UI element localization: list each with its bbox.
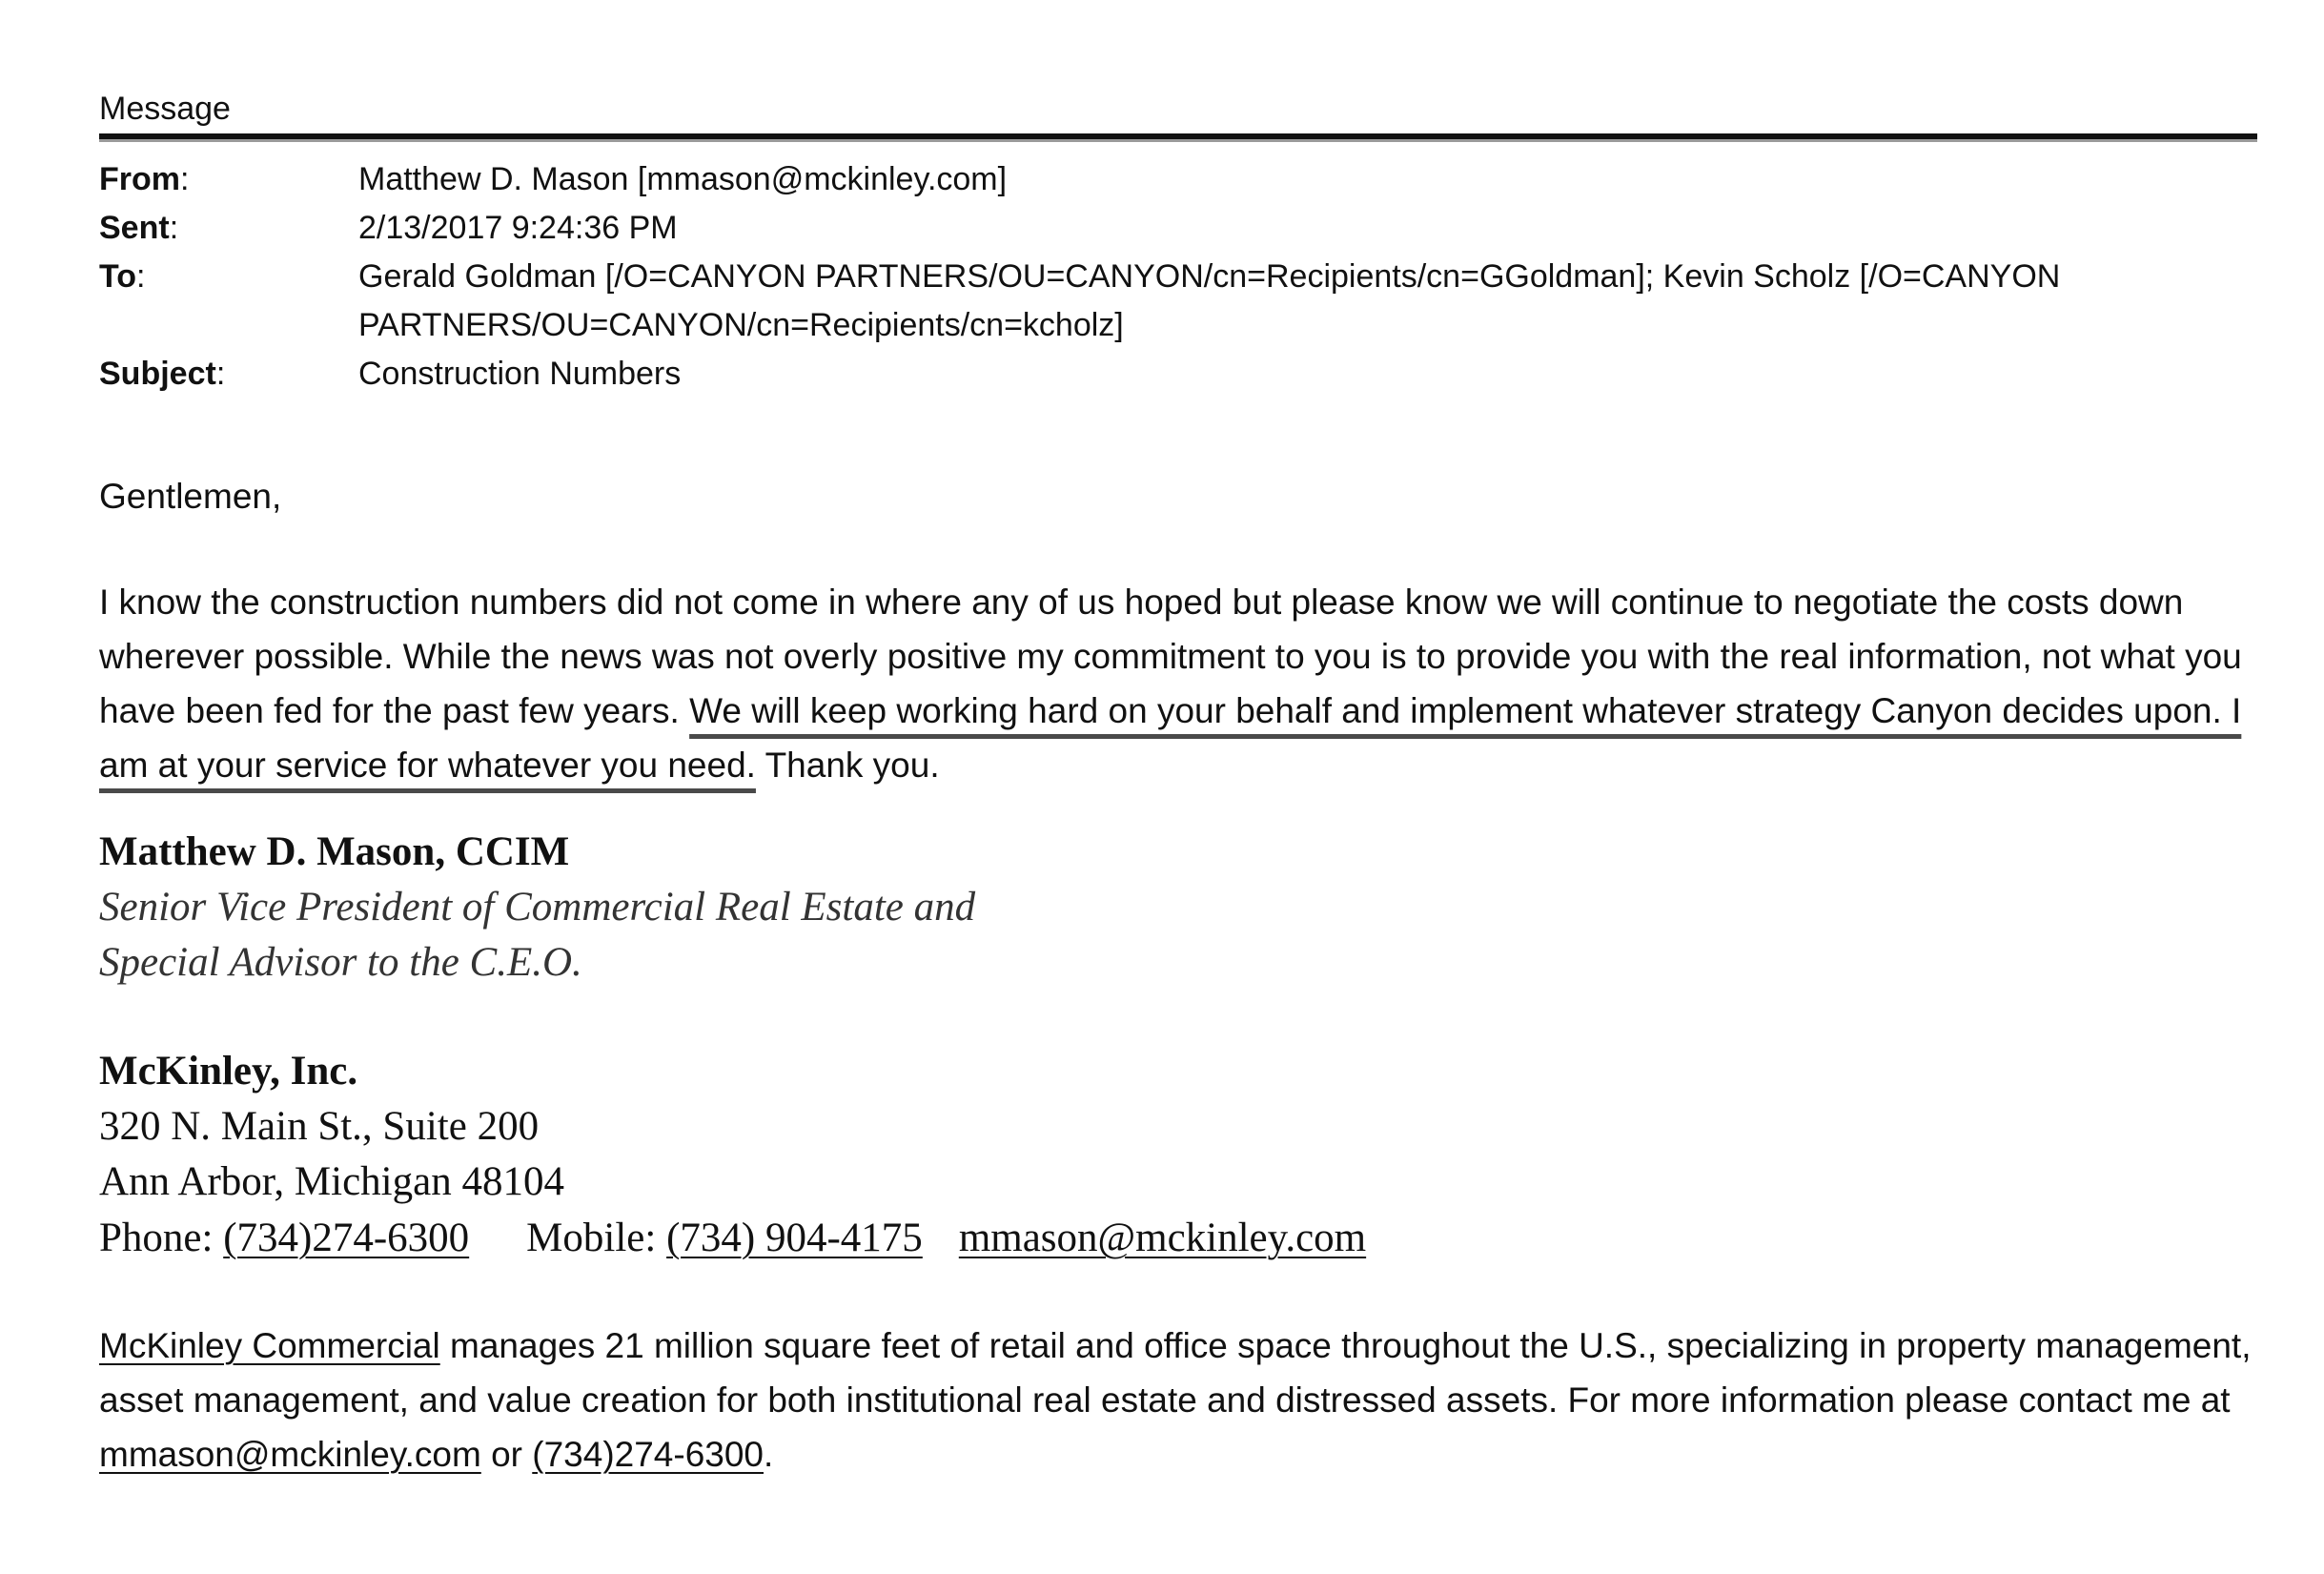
signature-contact-line: [99, 1210, 2257, 1267]
phone-link[interactable]: (734)274-6300: [223, 1216, 470, 1260]
subject-row: [99, 350, 2257, 399]
email-document: [99, 90, 2257, 1482]
paragraph-text: I know the construction numbers did not come in where any of us hoped but please know we will continue to negotiate the costs down wherever possible. While the news was not overly positive my commitment to you is to provide you with the real information, not what you have been fed for the past few years.: [99, 583, 2242, 730]
sent-key-text: Sent: [99, 210, 170, 246]
from-row: [99, 155, 2257, 204]
from-value: Matthew D. Mason [mmason@mckinley.com]: [358, 161, 1008, 197]
footer-email-link[interactable]: mmason@mckinley.com: [99, 1435, 481, 1474]
signature-address-line2: Ann Arbor, Michigan 48104: [99, 1159, 564, 1204]
header-divider: [99, 133, 2257, 142]
sent-key: Sent:: [99, 210, 179, 246]
sent-row: [99, 204, 2257, 253]
subject-key-text: Subject: [99, 356, 216, 392]
to-key-text: To: [99, 258, 137, 295]
email-link[interactable]: mmason@mckinley.com: [958, 1216, 1367, 1260]
message-label: Message: [99, 91, 231, 127]
subject-value: Construction Numbers: [358, 356, 682, 392]
from-key-text: From: [99, 161, 180, 197]
to-key: To:: [99, 258, 146, 295]
greeting: Gentlemen,: [99, 477, 282, 516]
body-paragraph: [99, 575, 2257, 792]
phone-label: Phone:: [99, 1216, 224, 1260]
company-link[interactable]: McKinley Commercial: [99, 1326, 440, 1365]
signature-address-line1: 320 N. Main St., Suite 200: [99, 1104, 540, 1149]
signature-name: Matthew D. Mason, CCIM: [99, 829, 570, 874]
from-key: From:: [99, 161, 190, 197]
to-row: [99, 253, 2257, 350]
footer-phone-link[interactable]: (734)274-6300: [532, 1435, 764, 1474]
footer-paragraph: [99, 1318, 2257, 1482]
paragraph-closing: Thank you.: [755, 746, 940, 785]
footer-text-2: or: [480, 1435, 533, 1474]
subject-key: Subject:: [99, 356, 226, 392]
signature-block: [99, 825, 2257, 1267]
signature-company: McKinley, Inc.: [99, 1049, 358, 1094]
footer-text-1: manages 21 million square feet of retail and office space throughout the U.S., specializing in property management, asset management, and value creation for both institutional real estate and distressed assets. For more information please contact me at: [99, 1326, 2252, 1420]
mobile-link[interactable]: (734) 904-4175: [666, 1216, 923, 1260]
mobile-label: Mobile:: [526, 1216, 667, 1260]
highlighted-passage: We will keep working hard on your behalf and implement whatever strategy Canyon decides upon. I am at your service for whatever you need.: [99, 691, 2242, 785]
to-value: Gerald Goldman [/O=CANYON PARTNERS/OU=CANYON/cn=Recipients/cn=GGoldman]; Kevin Scholz [/O=CANYON PARTNERS/OU=CANYON/cn=Recipients/cn=kcholz]: [358, 258, 2061, 343]
signature-title-line2: Special Advisor to the C.E.O.: [99, 940, 582, 985]
sent-value: 2/13/2017 9:24:36 PM: [358, 210, 678, 246]
footer-text-3: .: [764, 1435, 774, 1474]
signature-title-line1: Senior Vice President of Commercial Real Estate and: [99, 885, 976, 930]
